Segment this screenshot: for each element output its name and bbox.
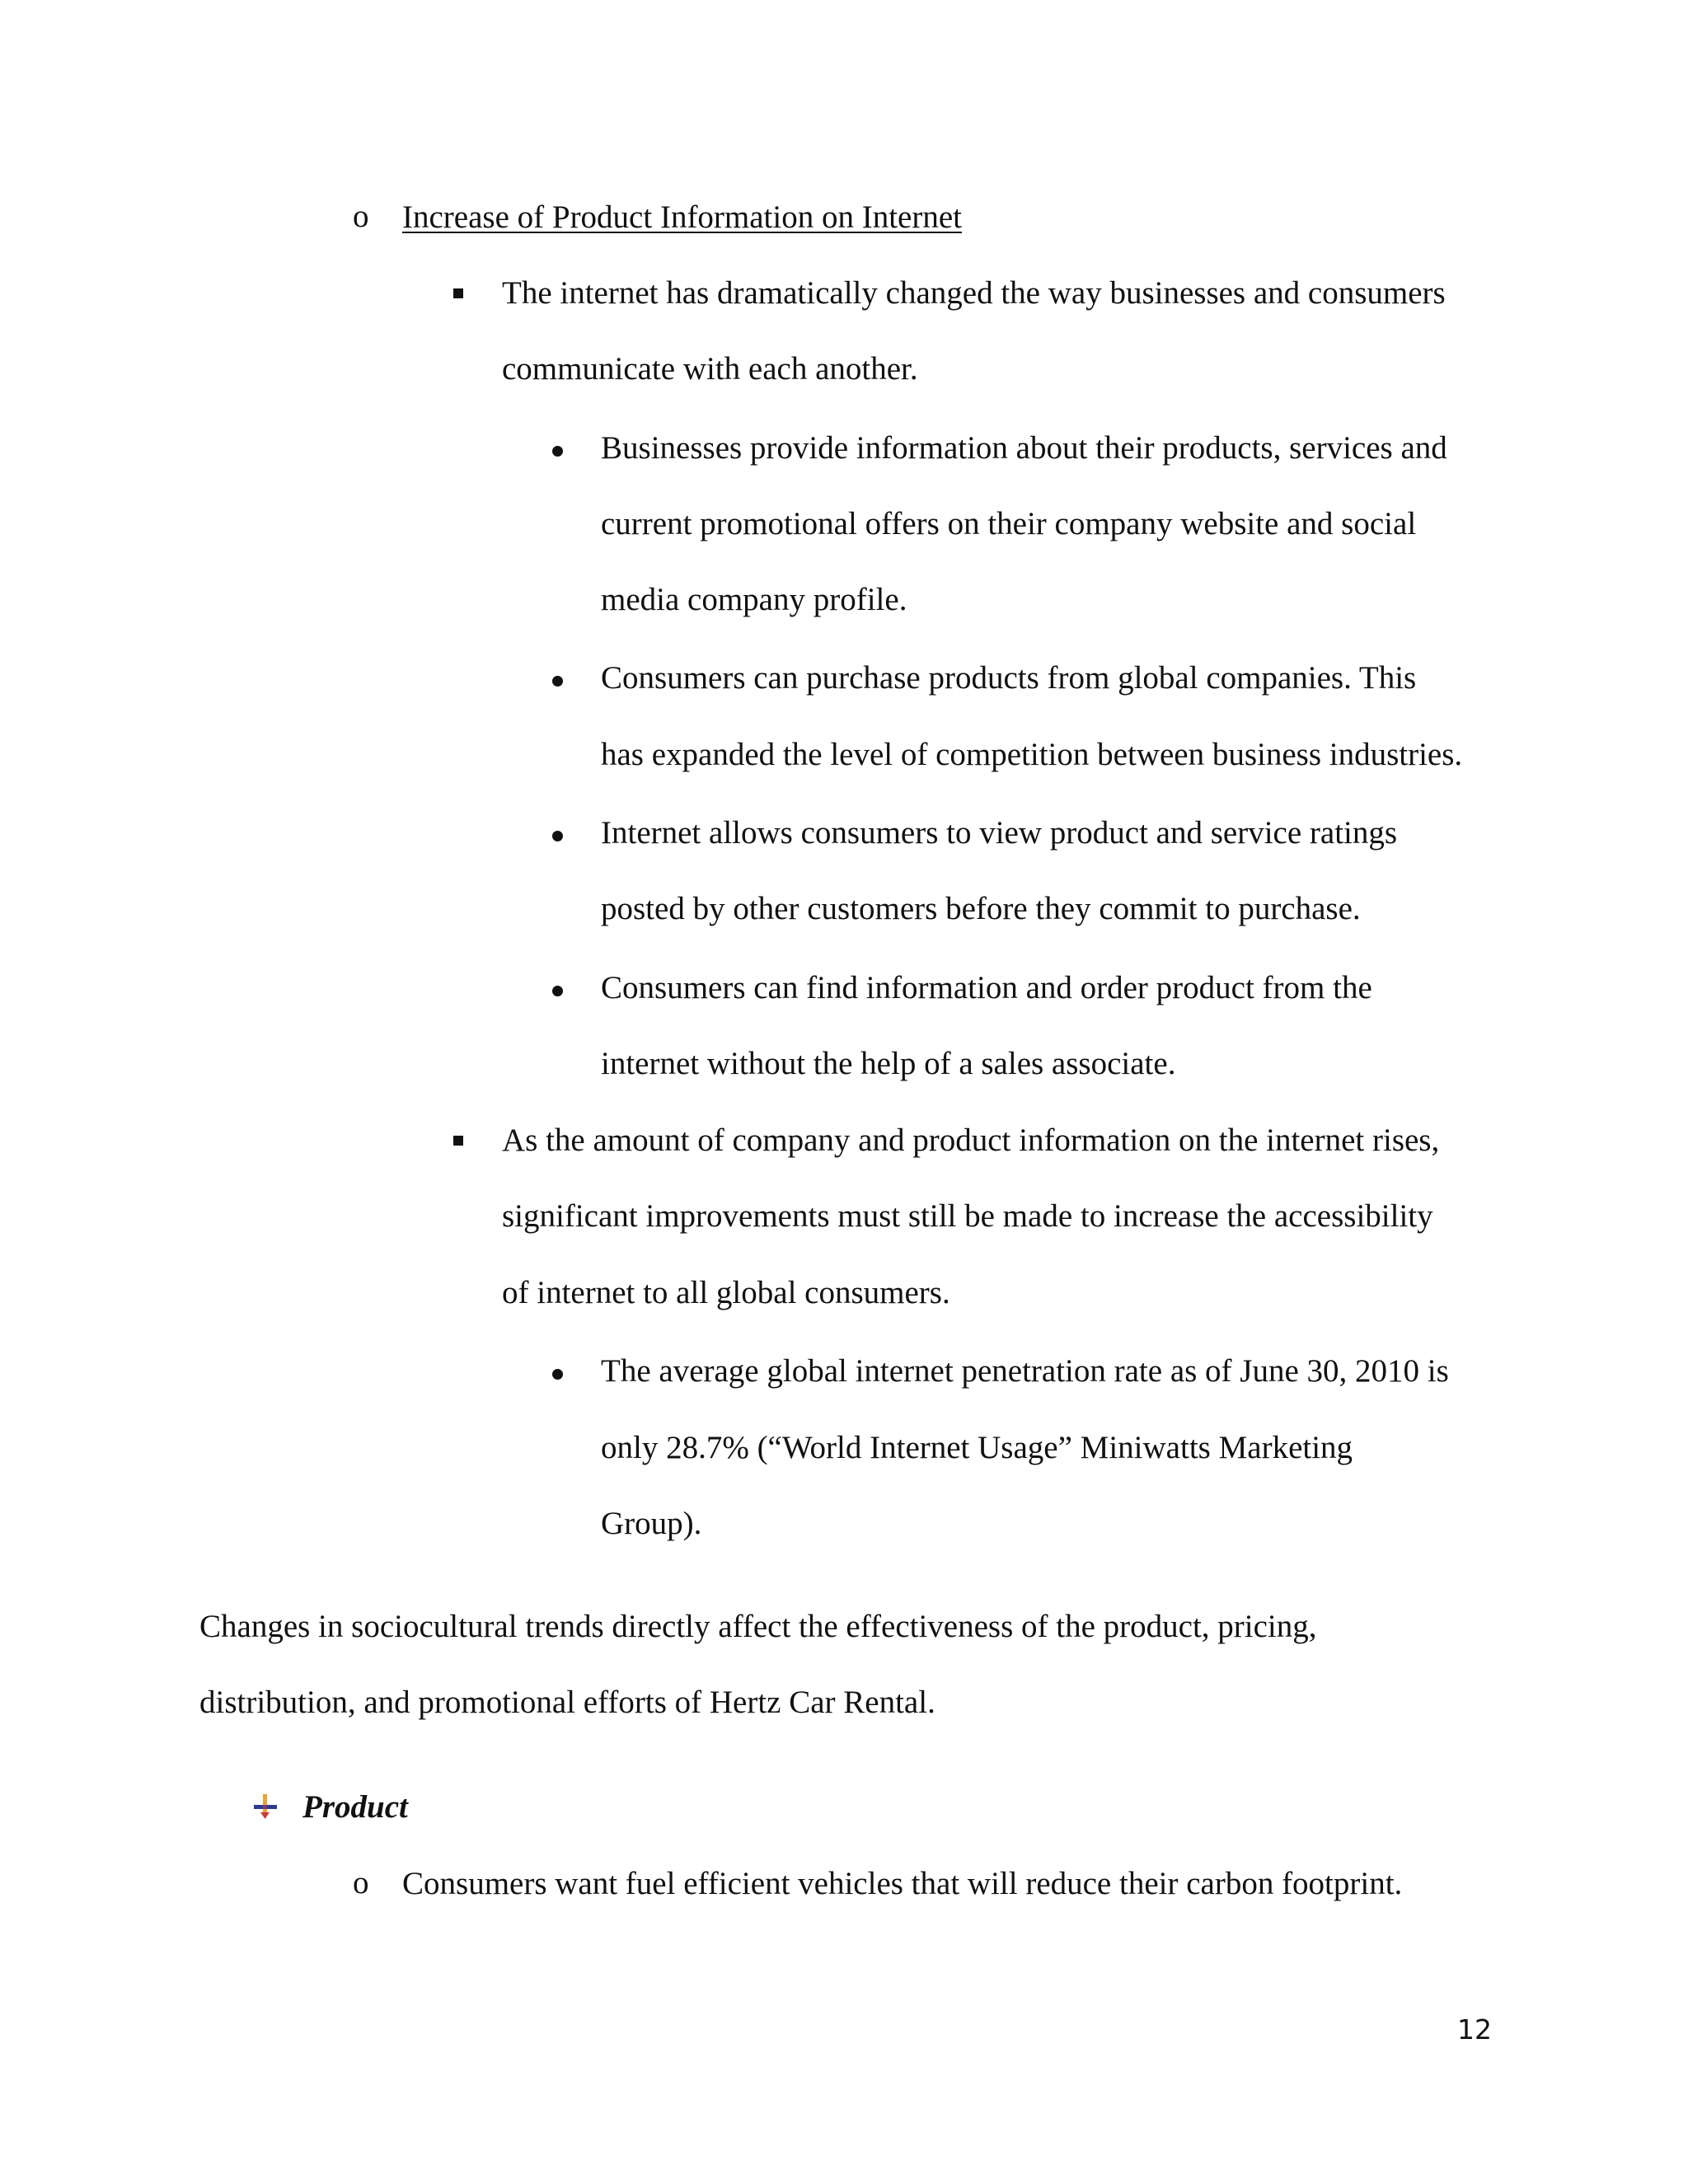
list-item-line: As the amount of company and product information on the internet rises, <box>502 1122 1440 1158</box>
bullet-line: The average global internet penetration rate as of June 30, 2010 is <box>601 1353 1449 1389</box>
product-item-line: Consumers want fuel efficient vehicles that will reduce their carbon footprint. <box>402 1866 1403 1901</box>
list-item-line: of internet to all global consumers. <box>502 1275 950 1310</box>
dot-bullet-icon <box>552 676 563 687</box>
cross-arrows-bullet-icon <box>252 1793 279 1820</box>
dot-bullet-icon <box>552 446 563 457</box>
bullet-line: Businesses provide information about their products, services and <box>601 430 1447 466</box>
dot-bullet-icon <box>552 831 563 841</box>
section-heading: Increase of Product Information on Internet <box>402 199 962 235</box>
square-bullet-icon <box>453 1136 463 1146</box>
bullet-line: Group). <box>601 1506 702 1541</box>
product-heading: Product <box>302 1789 408 1825</box>
square-bullet-icon <box>453 288 463 298</box>
circle-bullet-icon: o <box>353 1865 369 1900</box>
bullet-line: has expanded the level of competition between business industries. <box>601 737 1463 772</box>
dot-bullet-icon <box>552 1369 563 1380</box>
list-item-line: communicate with each another. <box>502 351 918 387</box>
bullet-line: Consumers can find information and order product from the <box>601 970 1372 1005</box>
dot-bullet-icon <box>552 986 563 996</box>
bullet-line: Consumers can purchase products from global companies. This <box>601 660 1417 696</box>
list-item-line: significant improvements must still be made to increase the accessibility <box>502 1198 1433 1234</box>
bullet-line: internet without the help of a sales associate. <box>601 1046 1176 1081</box>
bullet-line: current promotional offers on their company website and social <box>601 506 1417 541</box>
bullet-line: only 28.7% (“World Internet Usage” Miniwatts Marketing <box>601 1430 1353 1465</box>
body-paragraph-line: Changes in sociocultural trends directly affect the effectiveness of the product, pricing, <box>199 1609 1317 1644</box>
circle-bullet-icon: o <box>353 199 369 234</box>
page-number: 12 <box>1457 2013 1492 2046</box>
bullet-line: media company profile. <box>601 582 907 617</box>
list-item-line: The internet has dramatically changed the way businesses and consumers <box>502 275 1446 311</box>
bullet-line: posted by other customers before they commit to purchase. <box>601 891 1361 926</box>
body-paragraph-line: distribution, and promotional efforts of Hertz Car Rental. <box>199 1685 935 1720</box>
bullet-line: Internet allows consumers to view product and service ratings <box>601 815 1398 851</box>
